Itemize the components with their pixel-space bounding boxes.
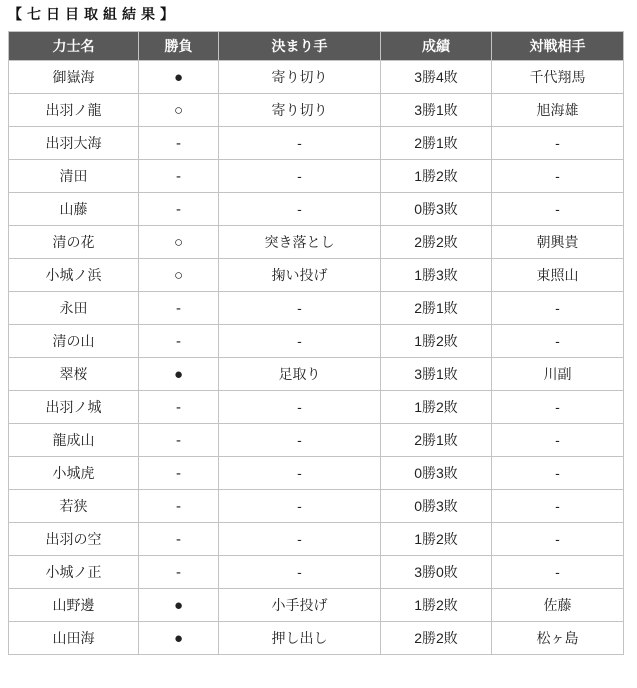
cell-result-mark: - bbox=[139, 160, 219, 193]
cell-record: 3勝4敗 bbox=[381, 61, 492, 94]
cell-result-mark: - bbox=[139, 457, 219, 490]
cell-result-mark: ○ bbox=[139, 259, 219, 292]
cell-kimarite: - bbox=[219, 292, 381, 325]
cell-rikishi-name: 御嶽海 bbox=[9, 61, 139, 94]
cell-record: 2勝1敗 bbox=[381, 424, 492, 457]
table-row bbox=[9, 391, 624, 424]
table-row bbox=[9, 127, 624, 160]
cell-record: 2勝2敗 bbox=[381, 622, 492, 655]
table-row bbox=[9, 490, 624, 523]
cell-opponent: - bbox=[492, 292, 624, 325]
cell-opponent: - bbox=[492, 424, 624, 457]
cell-result-mark: - bbox=[139, 391, 219, 424]
cell-opponent: 松ヶ島 bbox=[492, 622, 624, 655]
cell-rikishi-name: 小城ノ浜 bbox=[9, 259, 139, 292]
cell-rikishi-name: 清の花 bbox=[9, 226, 139, 259]
cell-kimarite: 寄り切り bbox=[219, 61, 381, 94]
cell-result-mark: - bbox=[139, 325, 219, 358]
cell-rikishi-name: 龍成山 bbox=[9, 424, 139, 457]
cell-result-mark: ● bbox=[139, 61, 219, 94]
cell-kimarite: - bbox=[219, 193, 381, 226]
cell-result-mark: ● bbox=[139, 589, 219, 622]
cell-kimarite: 掬い投げ bbox=[219, 259, 381, 292]
cell-record: 1勝3敗 bbox=[381, 259, 492, 292]
column-header-record: 成績 bbox=[381, 32, 492, 61]
cell-record: 2勝2敗 bbox=[381, 226, 492, 259]
header-row bbox=[9, 32, 624, 61]
cell-record: 1勝2敗 bbox=[381, 160, 492, 193]
cell-record: 0勝3敗 bbox=[381, 490, 492, 523]
table-row bbox=[9, 61, 624, 94]
cell-kimarite: - bbox=[219, 424, 381, 457]
cell-opponent: - bbox=[492, 325, 624, 358]
cell-opponent: - bbox=[492, 193, 624, 226]
cell-result-mark: ● bbox=[139, 622, 219, 655]
cell-kimarite: - bbox=[219, 556, 381, 589]
table-row bbox=[9, 160, 624, 193]
cell-result-mark: ○ bbox=[139, 226, 219, 259]
table-row bbox=[9, 259, 624, 292]
cell-kimarite: - bbox=[219, 160, 381, 193]
cell-opponent: - bbox=[492, 556, 624, 589]
cell-rikishi-name: 山藤 bbox=[9, 193, 139, 226]
table-row bbox=[9, 226, 624, 259]
cell-rikishi-name: 永田 bbox=[9, 292, 139, 325]
column-header-result-mark: 勝負 bbox=[139, 32, 219, 61]
cell-result-mark: ● bbox=[139, 358, 219, 391]
cell-opponent: - bbox=[492, 160, 624, 193]
cell-rikishi-name: 小城虎 bbox=[9, 457, 139, 490]
cell-kimarite: 突き落とし bbox=[219, 226, 381, 259]
cell-kimarite: - bbox=[219, 490, 381, 523]
cell-result-mark: - bbox=[139, 556, 219, 589]
cell-opponent: 朝興貴 bbox=[492, 226, 624, 259]
cell-kimarite: - bbox=[219, 127, 381, 160]
table-header bbox=[9, 32, 624, 61]
cell-rikishi-name: 出羽ノ龍 bbox=[9, 94, 139, 127]
cell-record: 1勝2敗 bbox=[381, 589, 492, 622]
table-row bbox=[9, 424, 624, 457]
table-row bbox=[9, 358, 624, 391]
cell-opponent: 川副 bbox=[492, 358, 624, 391]
cell-rikishi-name: 出羽大海 bbox=[9, 127, 139, 160]
cell-result-mark: - bbox=[139, 127, 219, 160]
cell-record: 0勝3敗 bbox=[381, 193, 492, 226]
column-header-rikishi-name: 力士名 bbox=[9, 32, 139, 61]
cell-opponent: 千代翔馬 bbox=[492, 61, 624, 94]
table-row bbox=[9, 193, 624, 226]
table-row bbox=[9, 292, 624, 325]
cell-kimarite: 小手投げ bbox=[219, 589, 381, 622]
table-body bbox=[9, 61, 624, 655]
cell-kimarite: - bbox=[219, 325, 381, 358]
cell-kimarite: - bbox=[219, 457, 381, 490]
cell-opponent: - bbox=[492, 127, 624, 160]
match-results-table bbox=[8, 31, 624, 655]
cell-opponent: 東照山 bbox=[492, 259, 624, 292]
cell-opponent: - bbox=[492, 490, 624, 523]
cell-rikishi-name: 山田海 bbox=[9, 622, 139, 655]
cell-record: 1勝2敗 bbox=[381, 325, 492, 358]
cell-rikishi-name: 翠桜 bbox=[9, 358, 139, 391]
cell-rikishi-name: 清田 bbox=[9, 160, 139, 193]
cell-kimarite: - bbox=[219, 523, 381, 556]
table-row bbox=[9, 325, 624, 358]
cell-opponent: 旭海雄 bbox=[492, 94, 624, 127]
table-row bbox=[9, 622, 624, 655]
cell-record: 3勝0敗 bbox=[381, 556, 492, 589]
cell-rikishi-name: 若狭 bbox=[9, 490, 139, 523]
table-row bbox=[9, 556, 624, 589]
column-header-opponent: 対戦相手 bbox=[492, 32, 624, 61]
cell-rikishi-name: 出羽の空 bbox=[9, 523, 139, 556]
cell-record: 2勝1敗 bbox=[381, 292, 492, 325]
cell-kimarite: 寄り切り bbox=[219, 94, 381, 127]
cell-rikishi-name: 清の山 bbox=[9, 325, 139, 358]
cell-rikishi-name: 小城ノ正 bbox=[9, 556, 139, 589]
cell-record: 1勝2敗 bbox=[381, 391, 492, 424]
cell-opponent: 佐藤 bbox=[492, 589, 624, 622]
cell-kimarite: 押し出し bbox=[219, 622, 381, 655]
cell-rikishi-name: 山野邊 bbox=[9, 589, 139, 622]
cell-record: 2勝1敗 bbox=[381, 127, 492, 160]
cell-result-mark: ○ bbox=[139, 94, 219, 127]
cell-record: 0勝3敗 bbox=[381, 457, 492, 490]
cell-result-mark: - bbox=[139, 193, 219, 226]
table-row bbox=[9, 589, 624, 622]
cell-rikishi-name: 出羽ノ城 bbox=[9, 391, 139, 424]
cell-result-mark: - bbox=[139, 490, 219, 523]
cell-opponent: - bbox=[492, 457, 624, 490]
cell-kimarite: 足取り bbox=[219, 358, 381, 391]
cell-opponent: - bbox=[492, 523, 624, 556]
cell-result-mark: - bbox=[139, 424, 219, 457]
cell-result-mark: - bbox=[139, 292, 219, 325]
table-row bbox=[9, 94, 624, 127]
cell-result-mark: - bbox=[139, 523, 219, 556]
cell-kimarite: - bbox=[219, 391, 381, 424]
cell-record: 1勝2敗 bbox=[381, 523, 492, 556]
table-row bbox=[9, 523, 624, 556]
cell-opponent: - bbox=[492, 391, 624, 424]
cell-record: 3勝1敗 bbox=[381, 94, 492, 127]
page-title: 【七日目取組結果】 bbox=[8, 6, 179, 22]
table-row bbox=[9, 457, 624, 490]
column-header-kimarite: 決まり手 bbox=[219, 32, 381, 61]
cell-record: 3勝1敗 bbox=[381, 358, 492, 391]
